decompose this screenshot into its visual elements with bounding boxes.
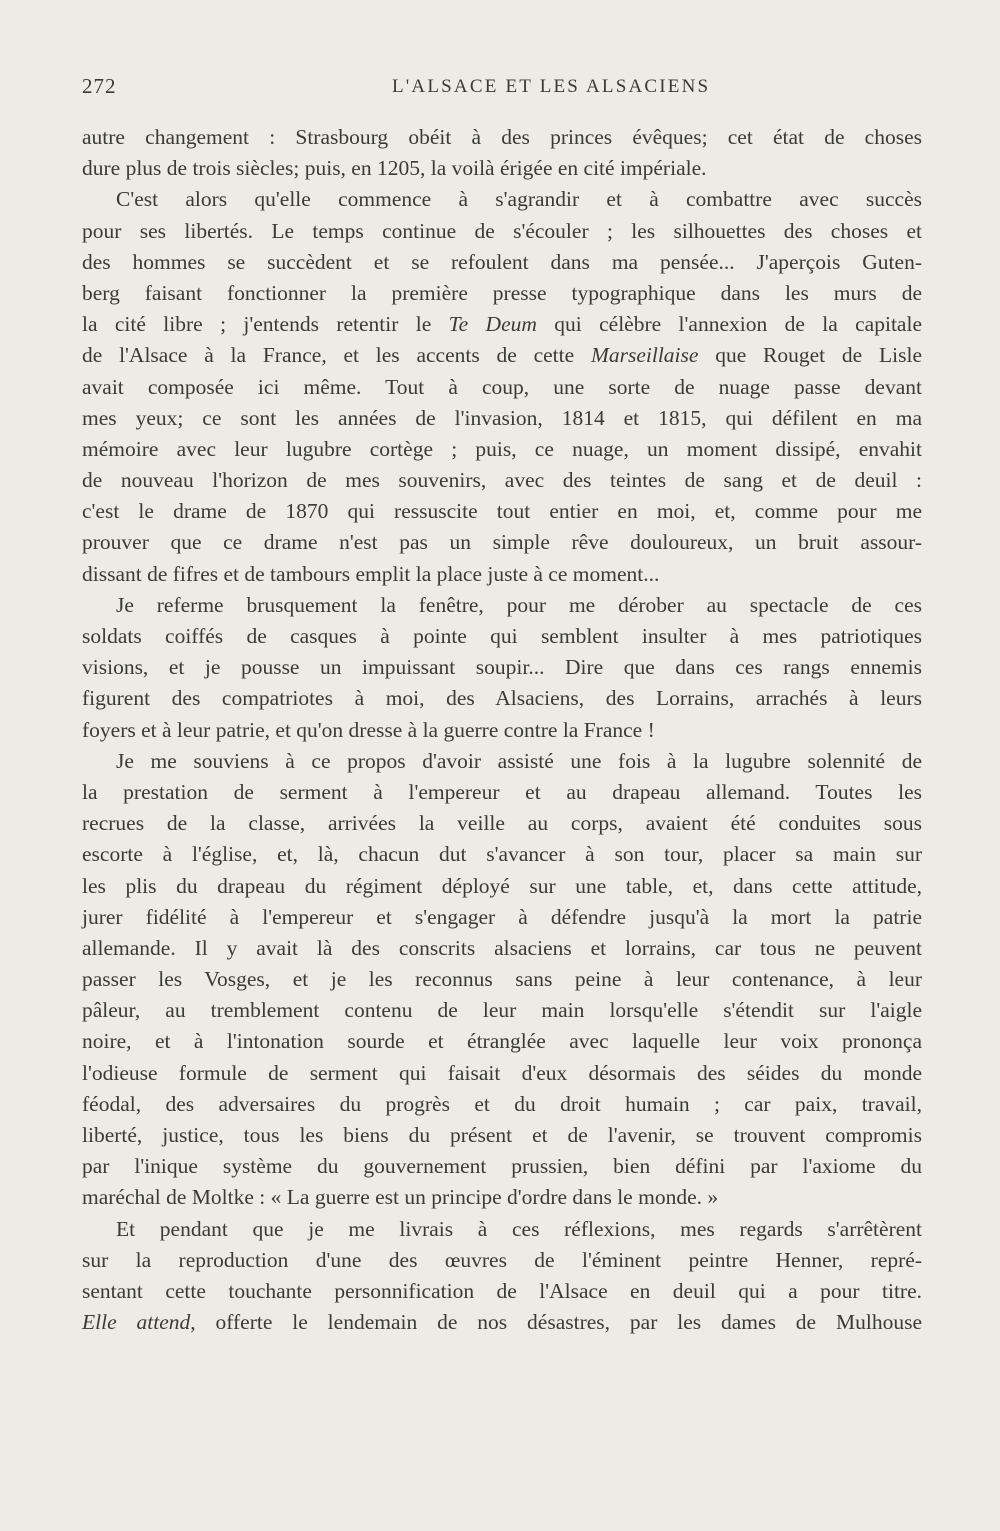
text-line: des hommes se succèdent et se refoulent dans ma pensée... J'aperçois Guten- [82,249,922,274]
text-line [82,309,922,340]
page-number: 272 [82,74,117,98]
text-line: mémoire avec leur lugubre cortège ; puis, ce nuage, un moment dissipé, envahit [82,436,922,461]
body-text [82,122,922,1338]
text-line: figurent des compatriotes à moi, des Alsaciens, des Lorrains, arrachés à leurs [82,686,922,711]
text-line: dissant de fifres et de tambours emplit la place juste à ce moment... [82,561,660,586]
running-title: L'ALSACE ET LES ALSACIENS [392,76,711,97]
text-line: pour ses libertés. Le temps continue de s'écouler ; les silhouettes des choses et [82,218,922,243]
text-line: prouver que ce drame n'est pas un simple rêve douloureux, un bruit assour- [82,530,922,555]
page-header [82,74,922,104]
text-line: maréchal de Moltke : « La guerre est un principe d'ordre dans le monde. » [82,1185,719,1210]
text-line: noire, et à l'intonation sourde et étranglée avec laquelle leur voix prononça [82,1029,922,1054]
text-line: l'odieuse formule de serment qui faisait d'eux désormais des séides du monde [82,1060,922,1085]
text-line: berg faisant fonctionner la première presse typographique dans les murs de [82,280,922,305]
text-line: de nouveau l'horizon de mes souvenirs, avec des teintes de sang et de deuil : [82,468,922,493]
text-line [82,1307,922,1338]
text-line: escorte à l'église, et, là, chacun dut s'avancer à son tour, placer sa main sur [82,842,922,867]
italic-title: Te Deum [448,312,537,337]
text-segment: , offerte le lendemain de nos désastres, par les dames de Mulhouse [190,1310,922,1335]
text-line: avait composée ici même. Tout à coup, une sorte de nuage passe devant [82,374,922,399]
text-segment: que Rouget de Lisle [698,343,923,368]
text-line: la prestation de serment à l'empereur et au drapeau allemand. Toutes les [82,779,922,804]
text-segment: qui célèbre l'annexion de la capitale [536,312,922,337]
text-line: féodal, des adversaires du progrès et du droit humain ; car paix, travail, [82,1091,922,1116]
text-line: c'est le drame de 1870 qui ressuscite tout entier en moi, et, comme pour me [82,499,922,524]
text-line: recrues de la classe, arrivées la veille au corps, avaient été conduites sous [82,811,922,836]
text-line: dure plus de trois siècles; puis, en 1205, la voilà érigée en cité impériale. [82,156,707,181]
text-segment: de l'Alsace à la France, et les accents de cette [82,343,591,368]
text-line: allemande. Il y avait là des conscrits alsaciens et lorrains, car tous ne peuvent [82,935,922,960]
text-line: les plis du drapeau du régiment déployé sur une table, et, dans cette attitude, [82,873,922,898]
text-line: Je me souviens à ce propos d'avoir assisté une fois à la lugubre solennité de [116,748,922,773]
italic-title: Elle attend [82,1310,191,1335]
text-line: mes yeux; ce sont les années de l'invasion, 1814 et 1815, qui défilent en ma [82,405,922,430]
text-line: Et pendant que je me livrais à ces réflexions, mes regards s'arrêtèrent [116,1216,922,1241]
text-line: sur la reproduction d'une des œuvres de l'éminent peintre Henner, repré- [82,1247,922,1272]
text-line: liberté, justice, tous les biens du présent et de l'avenir, se trouvent compromis [82,1123,922,1147]
text-line: pâleur, au tremblement contenu de leur main lorsqu'elle s'étendit sur l'aigle [82,998,922,1023]
text-segment: la cité libre ; j'entends retentir le [82,312,449,337]
text-line: passer les Vosges, et je les reconnus sans peine à leur contenance, à leur [82,967,922,992]
text-line: C'est alors qu'elle commence à s'agrandir et à combattre avec succès [116,187,922,212]
text-line [82,340,922,371]
text-line: jurer fidélité à l'empereur et s'engager à défendre jusqu'à la mort la patrie [82,904,922,929]
italic-title: Marseillaise [590,343,699,368]
text-line: foyers et à leur patrie, et qu'on dresse à la guerre contre la France ! [82,717,655,742]
text-line: soldats coiffés de casques à pointe qui semblent insulter à mes patriotiques [82,624,922,648]
text-line: visions, et je pousse un impuissant soupir... Dire que dans ces rangs ennemis [82,655,922,680]
text-line: Je referme brusquement la fenêtre, pour me dérober au spectacle de ces [116,592,922,617]
text-line: sentant cette touchante personnification de l'Alsace en deuil qui a pour titre. [82,1278,922,1303]
text-line: par l'inique système du gouvernement prussien, bien défini par l'axiome du [82,1154,922,1179]
text-line: autre changement : Strasbourg obéit à des princes évêques; cet état de choses [82,125,922,149]
